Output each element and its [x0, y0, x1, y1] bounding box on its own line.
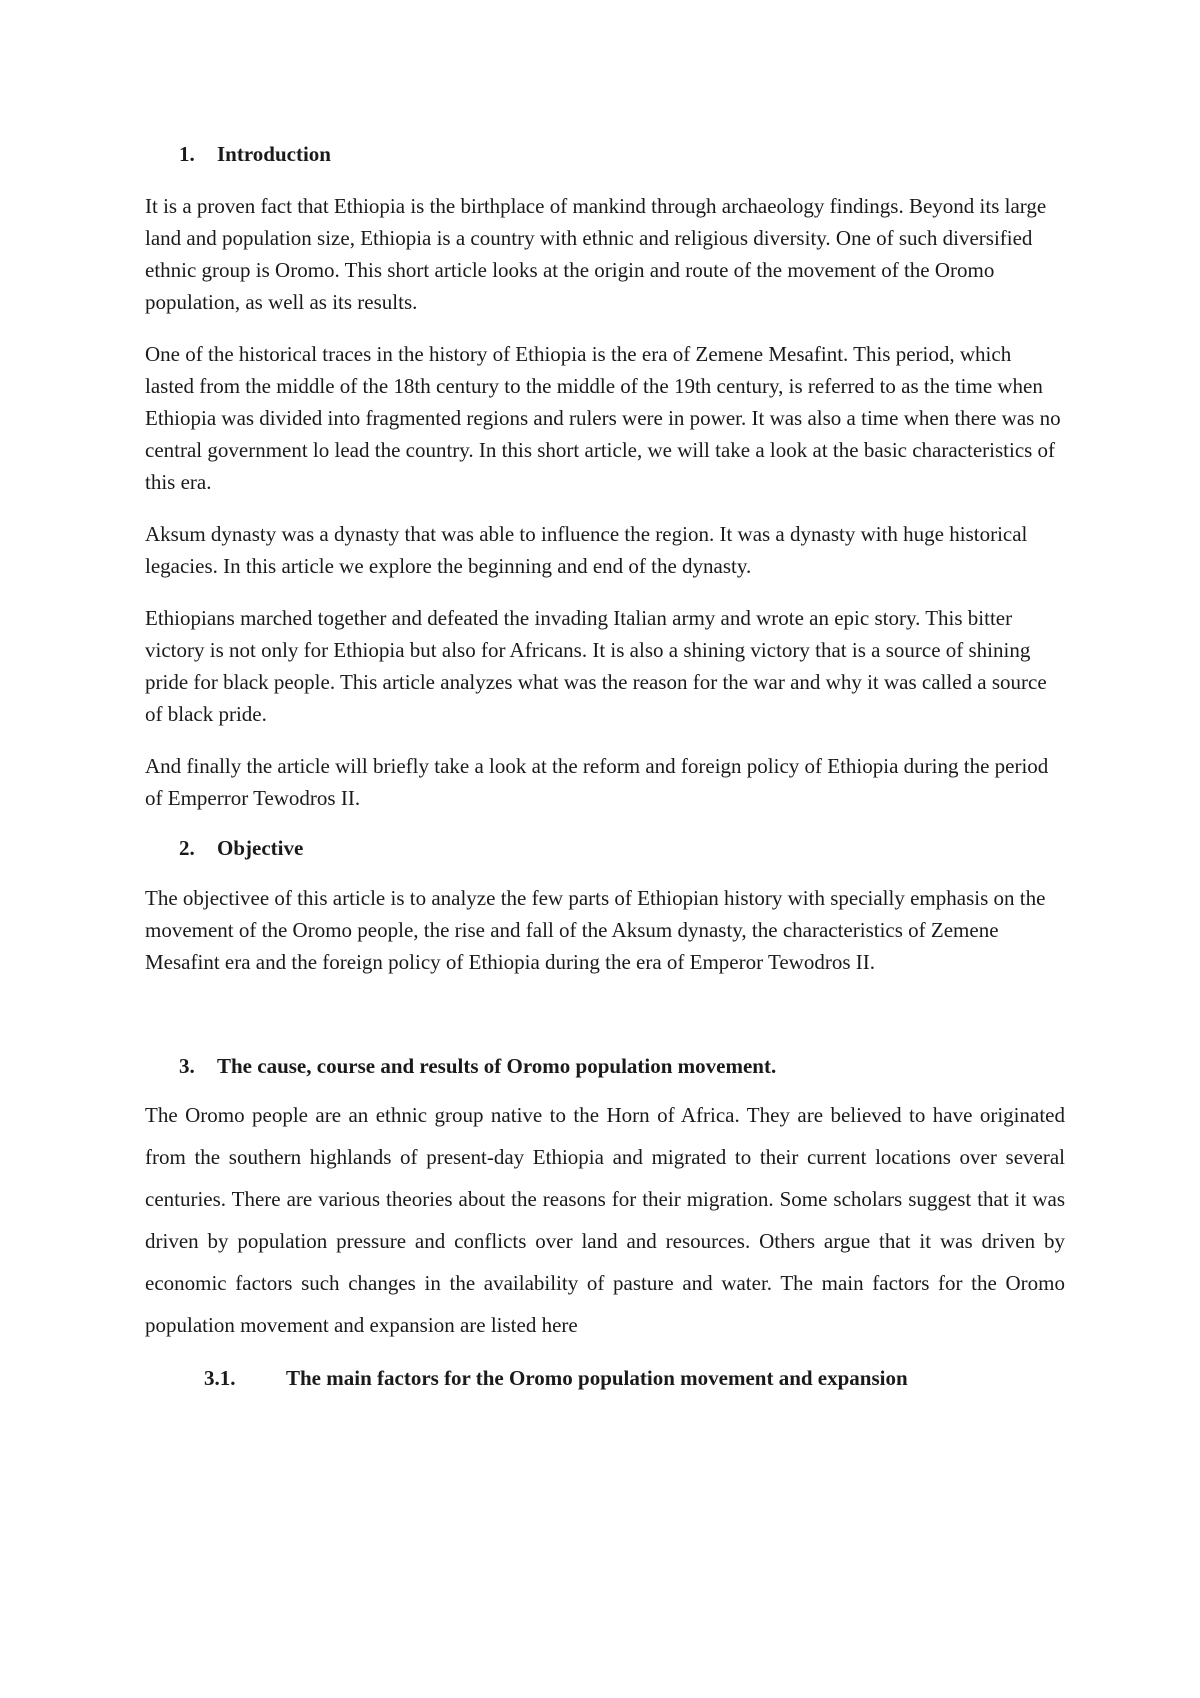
paragraph: And finally the article will briefly take a look at the reform and foreign policy of Ethiopia during the period of Emperror Tewodros II.: [145, 754, 1049, 810]
section-title: The main factors for the Oromo population movement and expansion: [286, 1366, 908, 1390]
paragraph: It is a proven fact that Ethiopia is the birthplace of mankind through archaeology findings. Beyond its large land and population size, Ethiopia is a country with ethnic and religious diversity. One of such diversified ethnic group is Oromo. This short article looks at the origin and route of the movement of the Oromo population, as well as its results.: [145, 194, 1047, 314]
paragraph: One of the historical traces in the history of Ethiopia is the era of Zemene Mesafint. This period, which lasted from the middle of the 18th century to the middle of the 19th century, is referred to as the time when Ethiopia was divided into fragmented regions and rulers were in power. It was also a time when there was no central government lo lead the country. In this short article, we will take a look at the basic characteristics of this era.: [145, 342, 1061, 494]
subsection-heading-main-factors: [145, 1364, 1065, 1392]
section-title: Objective: [217, 836, 304, 860]
paragraph: The objectivee of this article is to analyze the few parts of Ethiopian history with specially emphasis on the movement of the Oromo people, the rise and fall of the Aksum dynasty, the characteristics of Zemene Mesafint era and the foreign policy of Ethiopia during the era of Emperor Tewodros II.: [145, 886, 1046, 974]
section-heading-oromo-movement: [145, 1052, 1065, 1080]
section-heading-introduction: [145, 140, 1065, 168]
paragraph: Aksum dynasty was a dynasty that was able to influence the region. It was a dynasty with huge historical legacies. In this article we explore the beginning and end of the dynasty.: [145, 522, 1028, 578]
section-number: 3.1.: [204, 1366, 236, 1390]
document-body: [145, 140, 1065, 1392]
paragraph: Ethiopians marched together and defeated the invading Italian army and wrote an epic story. This bitter victory is not only for Ethiopia but also for Africans. It is also a shining victory that is a source of shining pride for black people. This article analyzes what was the reason for the war and why it was called a source of black pride.: [145, 606, 1047, 726]
section-title: The cause, course and results of Oromo population movement.: [217, 1054, 777, 1078]
section-number: 1.: [179, 142, 195, 166]
section-number: 3.: [179, 1054, 195, 1078]
section-number: 2.: [179, 836, 195, 860]
section-heading-objective: [145, 834, 1065, 862]
section-title: Introduction: [217, 142, 331, 166]
paragraph: The Oromo people are an ethnic group native to the Horn of Africa. They are believed to have originated from the southern highlands of present-day Ethiopia and migrated to their current locations over several centuries. There are various theories about the reasons for their migration. Some scholars suggest that it was driven by population pressure and conflicts over land and resources. Others argue that it was driven by economic factors such changes in the availability of pasture and water. The main factors for the Oromo population movement and expansion are listed here: [145, 1103, 1065, 1337]
